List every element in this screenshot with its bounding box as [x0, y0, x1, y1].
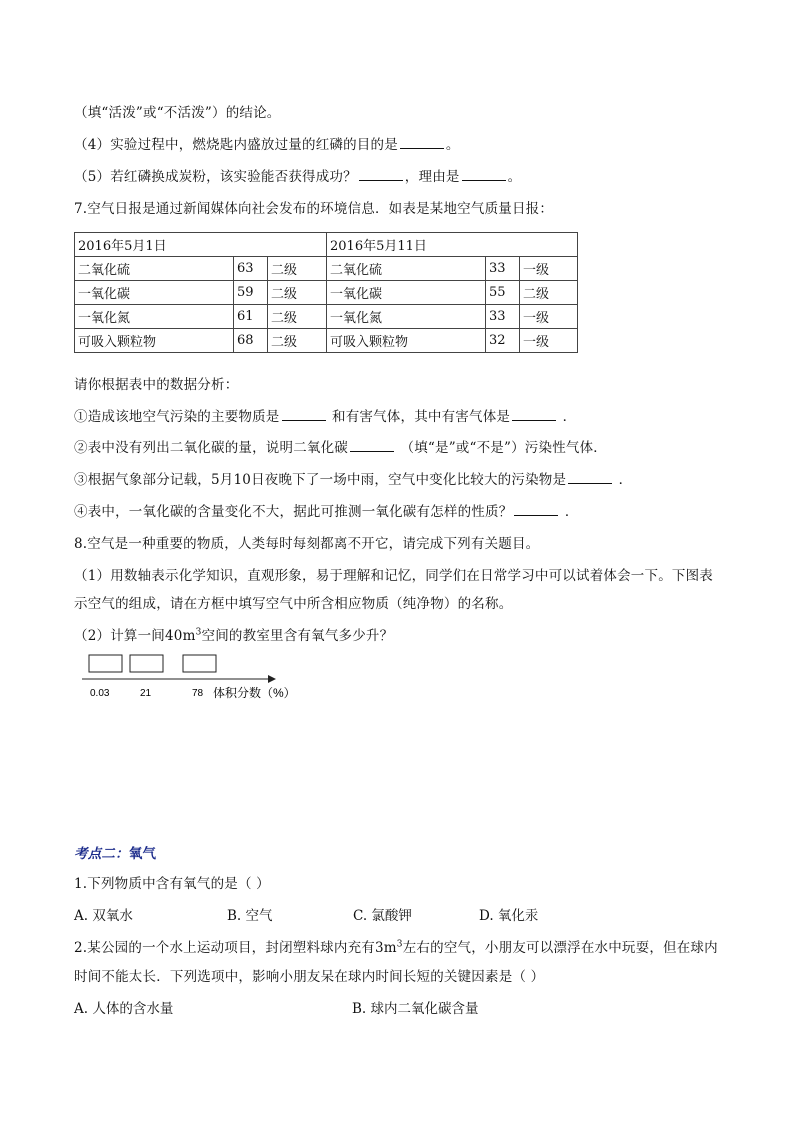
pollutant-index: 55 [486, 281, 520, 305]
pollutant-name: 一氧化氮 [75, 305, 234, 329]
axis-arrow-icon [268, 675, 276, 683]
answer-blank[interactable] [350, 439, 394, 452]
option-b[interactable]: B. 空气 [227, 908, 273, 924]
line-text: ②表中没有列出二氧化碳的量，说明二氧化碳 [74, 440, 348, 456]
quality-level: 二级 [268, 305, 327, 329]
quality-level: 二级 [268, 329, 327, 353]
line-text: 1.下列物质中含有氧气的是（ ） [74, 876, 270, 892]
pollutant-index: 59 [234, 281, 268, 305]
answer-blank[interactable] [512, 408, 556, 421]
question-8-part-2 [74, 627, 393, 645]
option-a[interactable]: A. 人体的含水量 [74, 1001, 174, 1017]
pollutant-index: 63 [234, 257, 268, 281]
line-text: ． [618, 472, 633, 488]
line-text: （5）若红磷换成炭粉，该实验能否获得成功？ [74, 169, 357, 185]
line-text: ． [564, 504, 579, 520]
text-line [74, 104, 281, 122]
answer-blank[interactable] [359, 168, 403, 181]
line-text: （填“是”或“不是”）污染性气体． [400, 440, 608, 456]
superscript: 3 [396, 939, 403, 950]
line-text: 2.某公园的一个水上运动项目，封闭塑料球内充有3m [74, 940, 397, 956]
question-5 [74, 168, 521, 186]
option-d[interactable]: D. 氧化汞 [479, 908, 539, 924]
left-date-cell: 2016年5月1日 [75, 233, 327, 257]
line-text: 。 [445, 137, 460, 153]
question-8-title [74, 535, 539, 553]
line-text: （填“活泼”或“不活泼”）的结论。 [74, 105, 281, 121]
table-row [75, 329, 578, 353]
question-1-stem [74, 875, 270, 893]
question-8-part-1-cont [74, 595, 512, 613]
line-text: ④表中，一氧化碳的含量变化不大，据此可推测一氧化碳有怎样的性质？ [74, 504, 513, 520]
question-2-stem-cont [74, 968, 544, 986]
line-text: （4）实验过程中，燃烧匙内盛放过量的红磷的目的是 [74, 137, 398, 153]
quality-level: 二级 [520, 281, 578, 305]
axis-tick-label: 78 [192, 688, 204, 699]
analysis-item-3 [74, 471, 632, 489]
quality-level: 一级 [520, 329, 578, 353]
line-text: 7.空气日报是通过新闻媒体向社会发布的环境信息．如表是某地空气质量日报： [74, 201, 554, 217]
pollutant-name: 一氧化氮 [327, 305, 486, 329]
line-text: 。 [507, 169, 522, 185]
question-4 [74, 136, 460, 154]
line-text: ，理由是 [404, 169, 460, 185]
line-text: 左右的空气，小朋友可以漂浮在水中玩耍，但在球内 [402, 940, 718, 956]
table-row [75, 281, 578, 305]
answer-blank[interactable] [568, 471, 612, 484]
right-date-cell: 2016年5月11日 [327, 233, 578, 257]
line-text: ． [562, 409, 577, 425]
option-b[interactable]: B. 球内二氧化碳含量 [352, 1001, 479, 1017]
line-text: 时间不能太长．下列选项中，影响小朋友呆在球内时间长短的关键因素是（ ） [74, 969, 545, 985]
section-prefix: 考点二： [74, 846, 129, 862]
question-8-part-1 [74, 567, 713, 585]
option-a[interactable]: A. 双氧水 [74, 908, 133, 924]
pollutant-name: 二氧化硫 [327, 257, 486, 281]
line-text: 示空气的组成，请在方框中填写空气中所含相应物质（纯净物）的名称。 [74, 596, 513, 612]
pollutant-name: 二氧化硫 [75, 257, 234, 281]
question-2-stem [74, 939, 718, 957]
answer-box[interactable] [183, 655, 216, 672]
quality-level: 一级 [520, 305, 578, 329]
line-text: （1）用数轴表示化学知识，直观形象，易于理解和记忆，同学们在日常学习中可以试着体会一下。下图表 [74, 568, 713, 584]
section-keyword: 氧气 [128, 846, 157, 862]
analysis-item-1 [74, 408, 576, 426]
quality-level: 一级 [520, 257, 578, 281]
answer-blank[interactable] [282, 408, 326, 421]
pollutant-name: 可吸入颗粒物 [327, 329, 486, 353]
axis-tick-label: 21 [140, 688, 152, 699]
axis-label: 体积分数（%） [213, 686, 296, 700]
axis-tick-label: 0.03 [90, 688, 110, 699]
line-text: 空间的教室里含有氧气多少升？ [201, 628, 394, 644]
line-text: 和有害气体，其中有害气体是 [332, 409, 511, 425]
analysis-item-2 [74, 439, 607, 457]
answer-blank[interactable] [462, 168, 506, 181]
pollutant-index: 68 [234, 329, 268, 353]
pollutant-name: 一氧化碳 [75, 281, 234, 305]
line-text: ③根据气象部分记载，5月10日夜晚下了一场中雨，空气中变化比较大的污染物是 [74, 472, 567, 488]
answer-blank[interactable] [514, 503, 558, 516]
line-text: 8.空气是一种重要的物质，人类每时每刻都离不开它，请完成下列有关题目。 [74, 536, 540, 552]
air-quality-table [74, 232, 578, 353]
line-text: 请你根据表中的数据分析： [74, 377, 239, 393]
line-text: （2）计算一间40m [74, 628, 196, 644]
analysis-intro [74, 376, 238, 394]
pollutant-index: 61 [234, 305, 268, 329]
superscript: 3 [195, 627, 202, 638]
pollutant-index: 32 [486, 329, 520, 353]
air-composition-axis [82, 652, 322, 712]
question-7-title [74, 200, 553, 218]
table-row [75, 305, 578, 329]
pollutant-name: 一氧化碳 [327, 281, 486, 305]
pollutant-index: 33 [486, 257, 520, 281]
answer-box[interactable] [130, 655, 163, 672]
option-c[interactable]: C. 氯酸钾 [353, 908, 412, 924]
analysis-item-4 [74, 503, 579, 521]
answer-box[interactable] [89, 655, 122, 672]
table-header-row [75, 233, 578, 257]
pollutant-index: 33 [486, 305, 520, 329]
quality-level: 二级 [268, 281, 327, 305]
pollutant-name: 可吸入颗粒物 [75, 329, 234, 353]
section-heading [74, 845, 156, 863]
table-row [75, 257, 578, 281]
quality-level: 二级 [268, 257, 327, 281]
answer-blank[interactable] [400, 136, 444, 149]
line-text: ①造成该地空气污染的主要物质是 [74, 409, 280, 425]
